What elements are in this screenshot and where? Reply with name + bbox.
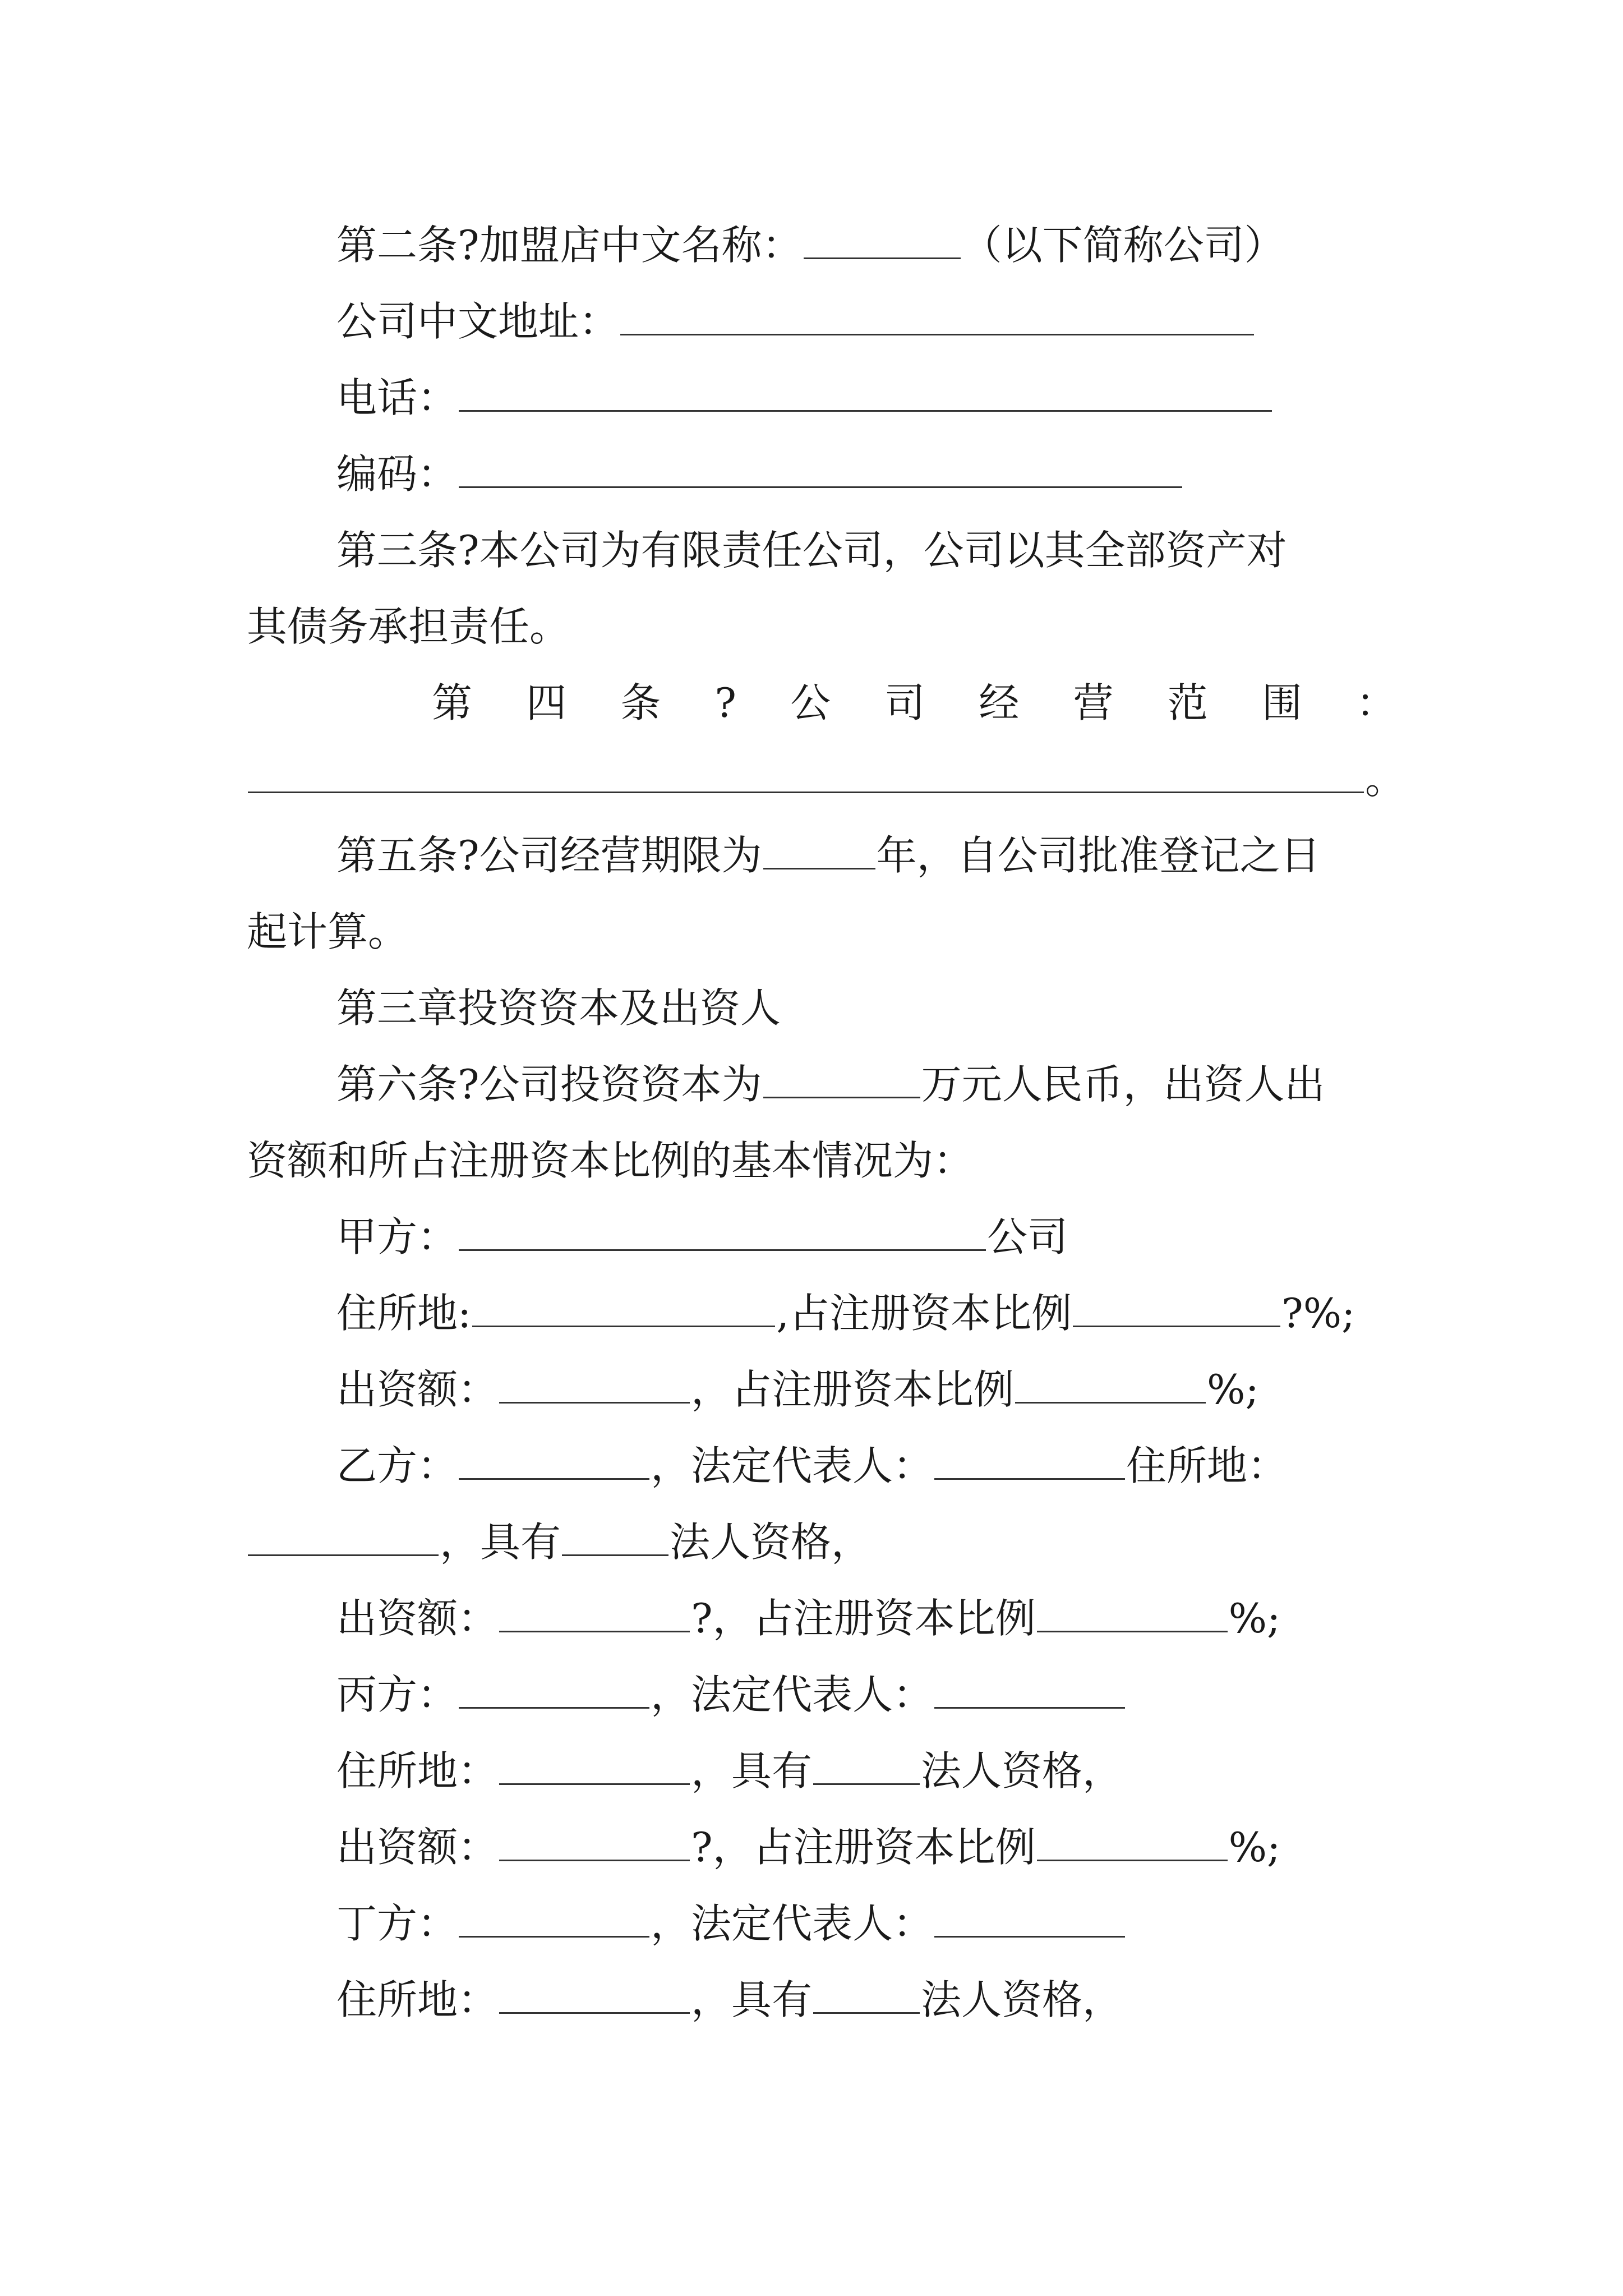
text: 。 xyxy=(1365,756,1406,803)
text: 出资额： xyxy=(336,1824,499,1871)
text: 第二条?加盟店中文名称： xyxy=(336,222,803,269)
shop-name-blank[interactable] xyxy=(804,220,961,259)
text: 资额和所占注册资本比例的基本情况为： xyxy=(247,1137,974,1184)
party-b-name-blank[interactable] xyxy=(459,1441,649,1480)
party-b-qualification-line xyxy=(247,1509,1396,1575)
article-4-spread-title xyxy=(432,670,1396,736)
party-a-contribution-line xyxy=(336,1356,1396,1423)
party-a-ratio-blank[interactable] xyxy=(1073,1289,1280,1327)
char: 司 xyxy=(884,679,925,726)
text: 起计算。 xyxy=(247,908,409,955)
text: 法人资格， xyxy=(670,1519,872,1566)
party-c-address-blank[interactable] xyxy=(499,1746,690,1785)
party-c-contribution-line xyxy=(336,1814,1396,1880)
chapter-3-heading xyxy=(336,975,1396,1041)
text: 法人资格， xyxy=(921,1976,1123,2023)
capital-amount-blank[interactable] xyxy=(763,1060,920,1098)
text: ，具有 xyxy=(691,1976,813,2023)
char: ： xyxy=(1355,679,1396,726)
text: 乙方： xyxy=(336,1442,458,1489)
party-c-ratio-blank[interactable] xyxy=(1037,1823,1228,1861)
text: %; xyxy=(1228,1824,1281,1871)
text: 公司中文地址： xyxy=(336,298,620,345)
party-b-contribution-line xyxy=(336,1585,1396,1651)
text: 第三条?本公司为有限责任公司，公司以其全部资产对 xyxy=(336,527,1287,574)
article-3-line-1 xyxy=(336,517,1396,583)
party-b-rep-blank[interactable] xyxy=(934,1441,1125,1480)
party-d-address-blank[interactable] xyxy=(499,1975,690,2014)
party-c-line xyxy=(336,1662,1396,1728)
text: 电话： xyxy=(336,374,458,421)
party-c-contribution-blank[interactable] xyxy=(499,1823,690,1861)
party-c-rep-blank[interactable] xyxy=(934,1670,1125,1709)
text: ，法定代表人： xyxy=(651,1671,934,1718)
business-scope-blank[interactable] xyxy=(248,754,1364,793)
char: ? xyxy=(714,679,736,726)
article-2-shop-name xyxy=(336,212,1396,278)
char: 范 xyxy=(1167,679,1208,726)
char: 营 xyxy=(1073,679,1114,726)
party-b-type-blank[interactable] xyxy=(562,1517,668,1556)
party-b-line xyxy=(336,1433,1396,1499)
article-5-line-1 xyxy=(336,822,1396,889)
char: 第 xyxy=(432,679,473,726)
phone-line xyxy=(336,365,1396,431)
text: 出资额： xyxy=(336,1595,499,1642)
party-c-name-blank[interactable] xyxy=(459,1670,649,1709)
text: ，法定代表人： xyxy=(651,1900,934,1947)
party-d-rep-blank[interactable] xyxy=(934,1899,1125,1938)
text: 住所地： xyxy=(336,1747,499,1795)
char: 四 xyxy=(526,679,567,726)
text: ，具有 xyxy=(691,1747,813,1795)
article-5-line-2 xyxy=(247,899,1396,965)
business-scope-blank-line xyxy=(247,746,1406,812)
party-a-line xyxy=(336,1204,1396,1270)
text: 第六条?公司投资资本为 xyxy=(336,1061,762,1108)
party-c-address-line xyxy=(336,1738,1396,1804)
text: ?，占注册资本比例 xyxy=(691,1824,1036,1871)
char: 经 xyxy=(979,679,1020,726)
text: 第三章投资资本及出资人 xyxy=(336,984,781,1032)
article-6-line-2 xyxy=(247,1128,1396,1194)
text: 住所地： xyxy=(336,1976,499,2023)
party-b-address-blank[interactable] xyxy=(248,1517,439,1556)
party-c-type-blank[interactable] xyxy=(813,1746,920,1785)
text: 法人资格， xyxy=(921,1747,1123,1795)
text: 甲方： xyxy=(336,1213,458,1260)
party-a-contribution-blank[interactable] xyxy=(499,1365,690,1404)
party-d-line xyxy=(336,1890,1396,1957)
text: 年，自公司批准登记之日 xyxy=(876,832,1321,879)
text: ?，占注册资本比例 xyxy=(691,1595,1036,1642)
text: 第五条?公司经营期限为 xyxy=(336,832,762,879)
address-blank[interactable] xyxy=(620,297,1254,335)
party-a-ratio-blank-2[interactable] xyxy=(1015,1365,1206,1404)
text: 住所地： xyxy=(1126,1442,1288,1489)
text: 编码： xyxy=(336,450,458,498)
text: ,占注册资本比例 xyxy=(776,1290,1072,1337)
text: ，具有 xyxy=(440,1519,561,1566)
article-6-line-1 xyxy=(336,1051,1396,1117)
text: 其债务承担责任。 xyxy=(247,603,570,650)
phone-blank[interactable] xyxy=(459,373,1272,412)
company-address-line xyxy=(336,288,1396,355)
text: 出资额： xyxy=(336,1366,499,1413)
party-b-contribution-blank[interactable] xyxy=(499,1594,690,1632)
text: 万元人民币，出资人出 xyxy=(921,1061,1325,1108)
text: 丙方： xyxy=(336,1671,458,1718)
party-d-address-line xyxy=(336,1967,1396,2033)
party-a-address-blank[interactable] xyxy=(472,1289,775,1327)
party-a-address-line xyxy=(336,1280,1396,1346)
term-years-blank[interactable] xyxy=(763,831,875,869)
text: （以下简称公司） xyxy=(961,222,1285,269)
text: 公司 xyxy=(987,1213,1068,1260)
party-d-name-blank[interactable] xyxy=(459,1899,649,1938)
text: ，占注册资本比例 xyxy=(691,1366,1015,1413)
article-3-line-2 xyxy=(247,593,1396,660)
char: 公 xyxy=(790,679,831,726)
party-b-ratio-blank[interactable] xyxy=(1037,1594,1228,1632)
party-d-type-blank[interactable] xyxy=(813,1975,920,2014)
text: 丁方： xyxy=(336,1900,458,1947)
char: 围 xyxy=(1261,679,1302,726)
postcode-blank[interactable] xyxy=(459,449,1182,488)
text: %; xyxy=(1228,1595,1281,1642)
text: ?%; xyxy=(1281,1290,1355,1337)
char: 条 xyxy=(620,679,661,726)
text: ，法定代表人： xyxy=(651,1442,934,1489)
text: %; xyxy=(1207,1366,1259,1413)
party-a-name-blank[interactable] xyxy=(459,1212,986,1251)
postcode-line xyxy=(336,441,1396,507)
text: 住所地: xyxy=(336,1290,472,1337)
